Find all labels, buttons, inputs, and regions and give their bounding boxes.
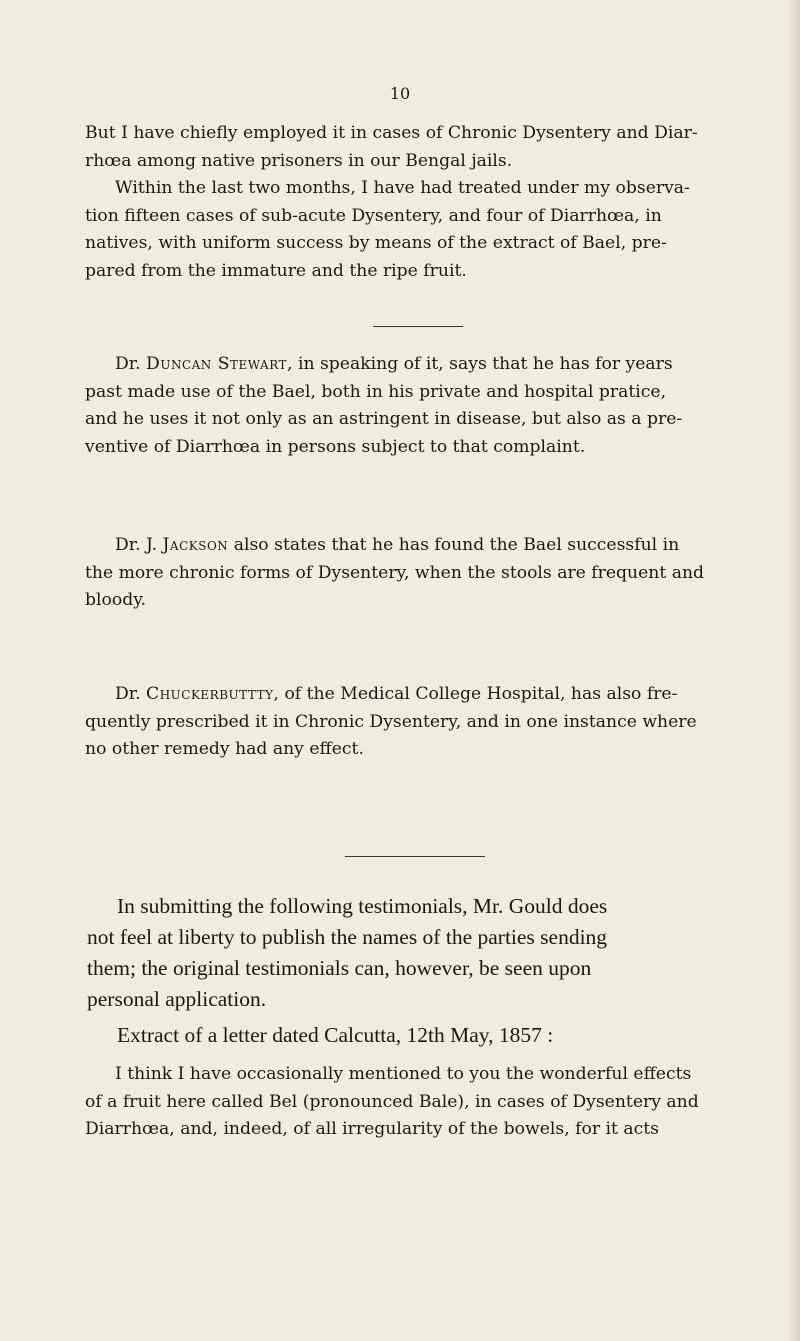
text-line (85, 681, 785, 709)
text-line (85, 351, 785, 379)
text-line: In submitting the following testimonials, Mr. Gould does (117, 894, 608, 918)
text-line: no other remedy had any effect. (85, 739, 364, 759)
line-rest: , in speaking of it, says that he has for years (287, 354, 673, 374)
paragraph-duncan-stewart (85, 351, 785, 461)
text-line: natives, with uniform success by means of the extract of Bael, pre- (85, 233, 667, 253)
person-name: Chuckerbuttty (146, 684, 274, 704)
text-line: ventive of Diarrhœa in persons subject to that complaint. (85, 436, 586, 457)
page-edge-shadow (786, 0, 800, 1341)
section-divider (345, 856, 485, 857)
text-line: not feel at liberty to publish the names of the parties sending (87, 925, 608, 949)
text-line: pared from the immature and the ripe fruit. (85, 260, 467, 281)
section-divider (373, 326, 463, 327)
text-line: Extract of a letter dated Calcutta, 12th May, 1857 : (117, 1023, 554, 1047)
line-prefix: Dr. (115, 354, 147, 374)
line-rest: , of the Medical College Hospital, has also fre- (273, 684, 678, 704)
paragraph-chuckerbuttty (85, 681, 785, 764)
text-line: Diarrhœa, and, indeed, of all irregularity of the bowels, for it acts (85, 1119, 659, 1139)
text-line: them; the original testimonials can, however, be seen upon (87, 956, 592, 980)
paragraph-letter-extract (85, 1061, 785, 1144)
text-line: of a fruit here called Bel (pronounced Bale), in cases of Dysentery and (85, 1091, 699, 1112)
line-prefix: Dr. J. (115, 535, 163, 555)
paragraph-jackson (85, 532, 785, 615)
paragraph-observation (85, 175, 785, 285)
text-line (85, 532, 785, 560)
paragraph-testimonials-note (87, 891, 787, 1015)
line-rest: also states that he has found the Bael successful in (228, 535, 680, 555)
text-line: and he uses it not only as an astringent in disease, but also as a pre- (85, 409, 683, 429)
text-line: tion fifteen cases of sub-acute Dysentery, and four of Diarrhœa, in (85, 205, 662, 226)
text-line: I think I have occasionally mentioned to you the wonderful effects (115, 1064, 692, 1084)
line-prefix: Dr. (115, 684, 147, 704)
person-name: Jackson (162, 535, 229, 555)
text-line: quently prescribed it in Chronic Dysentery, and in one instance where (85, 711, 697, 732)
text-line: But I have chiefly employed it in cases of Chronic Dysentery and Diar- (85, 123, 698, 143)
text-line: rhœa among native prisoners in our Bengal jails. (85, 150, 513, 171)
text-line: past made use of the Bael, both in his private and hospital pratice, (85, 381, 667, 402)
text-line: bloody. (85, 590, 147, 610)
extract-heading (87, 1020, 787, 1051)
page-number: 10 (389, 84, 411, 103)
text-line: the more chronic forms of Dysentery, when the stools are frequent and (85, 562, 705, 583)
paragraph-chronic-dysentery (85, 120, 785, 175)
person-name: Duncan Stewart (146, 354, 288, 374)
text-line: Within the last two months, I have had treated under my observa- (115, 178, 690, 198)
text-line: personal application. (87, 987, 267, 1011)
